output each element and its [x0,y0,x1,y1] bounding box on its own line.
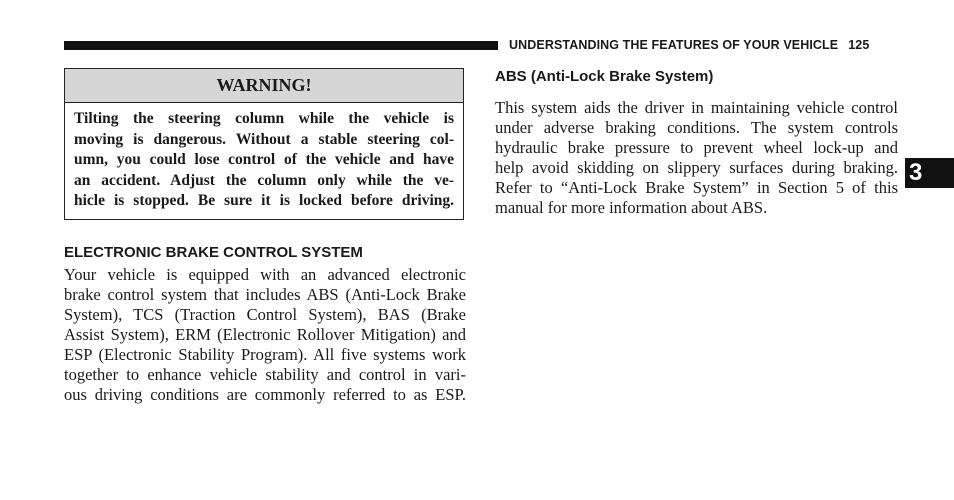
warning-box [64,68,464,220]
abs-heading: ABS (Anti-Lock Brake System) [495,68,714,85]
warning-title: WARNING! [65,69,463,103]
header-title: UNDERSTANDING THE FEATURES OF YOUR VEHICLE [509,38,839,52]
warning-text [65,103,463,212]
ebc-line: Your vehicle is equipped with an advanced electronic [64,265,466,284]
page-number: 125 [848,38,870,52]
abs-line: hydraulic brake pressure to prevent wheel lock-up and [495,138,898,157]
chapter-tab: 3 [905,158,954,188]
abs-line: This system aids the driver in maintaining vehicle control [495,98,898,117]
running-header [509,38,869,52]
warning-line: an accident. Adjust the column only while the ve- [74,171,454,189]
abs-line: help avoid skidding on slippery surfaces during braking. [495,158,898,177]
abs-paragraph [495,98,898,218]
ebc-line: System), TCS (Traction Control System), BAS (Brake [64,305,466,324]
ebc-heading: ELECTRONIC BRAKE CONTROL SYSTEM [64,244,363,261]
abs-line: manual for more information about ABS. [495,198,768,217]
abs-line: under adverse braking conditions. The system controls [495,118,898,137]
warning-line: umn, you could lose control of the vehicle and have [74,151,454,168]
warning-line: moving is dangerous. Without a stable steering col- [74,130,454,148]
warning-line: Tilting the steering column while the vehicle is [74,110,454,127]
ebc-line: ESP (Electronic Stability Program). All five systems work [64,345,466,364]
ebc-paragraph [64,265,466,405]
ebc-line: Assist System), ERM (Electronic Rollover Mitigation) and [64,325,466,344]
ebc-line: ous driving conditions are commonly referred to as ESP. [64,385,466,404]
warning-line: hicle is stopped. Be sure it is locked before driving. [74,192,454,209]
ebc-line: together to enhance vehicle stability and control in vari- [64,365,466,384]
ebc-line: brake control system that includes ABS (Anti-Lock Brake [64,285,466,304]
header-rule [64,41,498,50]
abs-line: Refer to “Anti-Lock Brake System” in Section 5 of this [495,178,898,197]
